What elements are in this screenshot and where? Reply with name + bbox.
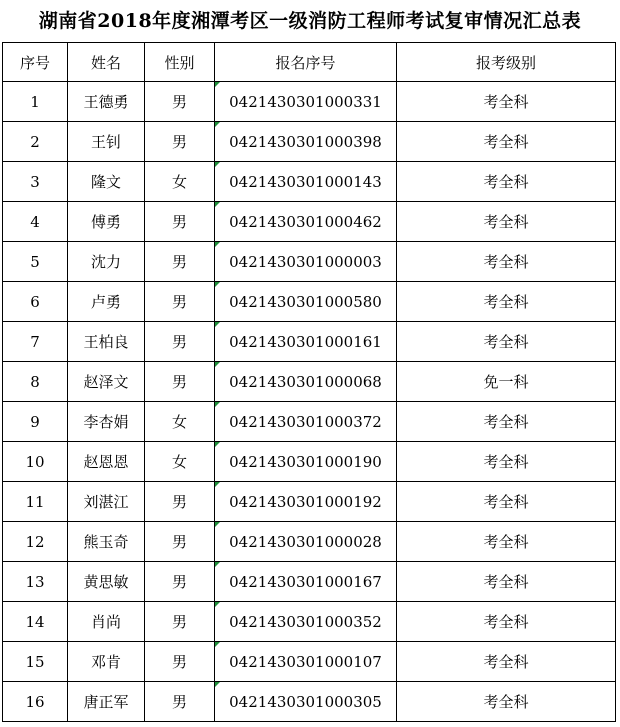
cell-name: 王柏良 — [68, 322, 145, 362]
cell-name: 隆文 — [68, 162, 145, 202]
column-header-name: 姓名 — [68, 43, 145, 82]
cell-reg-no: 0421430301000331 — [215, 82, 397, 122]
cell-seq: 10 — [3, 442, 68, 482]
cell-seq: 14 — [3, 602, 68, 642]
cell-level: 考全科 — [397, 482, 616, 522]
cell-name: 王德勇 — [68, 82, 145, 122]
cell-seq: 7 — [3, 322, 68, 362]
table-row — [3, 522, 616, 562]
cell-name: 熊玉奇 — [68, 522, 145, 562]
cell-level: 考全科 — [397, 522, 616, 562]
cell-gender: 男 — [145, 642, 215, 682]
table-row — [3, 442, 616, 482]
cell-seq: 8 — [3, 362, 68, 402]
cell-gender: 男 — [145, 682, 215, 722]
table-row — [3, 642, 616, 682]
cell-level: 考全科 — [397, 202, 616, 242]
cell-gender: 男 — [145, 242, 215, 282]
cell-reg-no: 0421430301000192 — [215, 482, 397, 522]
cell-reg-no: 0421430301000352 — [215, 602, 397, 642]
cell-seq: 16 — [3, 682, 68, 722]
cell-gender: 男 — [145, 602, 215, 642]
cell-name: 沈力 — [68, 242, 145, 282]
cell-level: 考全科 — [397, 402, 616, 442]
cell-level: 考全科 — [397, 82, 616, 122]
cell-seq: 3 — [3, 162, 68, 202]
cell-level: 考全科 — [397, 322, 616, 362]
table-row — [3, 162, 616, 202]
cell-seq: 13 — [3, 562, 68, 602]
cell-name: 赵恩恩 — [68, 442, 145, 482]
cell-name: 肖尚 — [68, 602, 145, 642]
table-row — [3, 402, 616, 442]
cell-level: 考全科 — [397, 562, 616, 602]
cell-gender: 男 — [145, 282, 215, 322]
cell-level: 考全科 — [397, 242, 616, 282]
cell-level: 考全科 — [397, 162, 616, 202]
table-row — [3, 242, 616, 282]
cell-gender: 男 — [145, 202, 215, 242]
cell-seq: 6 — [3, 282, 68, 322]
cell-reg-no: 0421430301000167 — [215, 562, 397, 602]
cell-level: 考全科 — [397, 602, 616, 642]
table-row — [3, 82, 616, 122]
cell-gender: 男 — [145, 122, 215, 162]
column-header-reg-no: 报名序号 — [215, 43, 397, 82]
cell-reg-no: 0421430301000068 — [215, 362, 397, 402]
column-header-seq: 序号 — [3, 43, 68, 82]
table-row — [3, 282, 616, 322]
cell-reg-no: 0421430301000305 — [215, 682, 397, 722]
cell-gender: 男 — [145, 482, 215, 522]
review-summary-table — [2, 42, 616, 722]
cell-reg-no: 0421430301000398 — [215, 122, 397, 162]
cell-reg-no: 0421430301000107 — [215, 642, 397, 682]
cell-seq: 1 — [3, 82, 68, 122]
cell-seq: 4 — [3, 202, 68, 242]
cell-level: 考全科 — [397, 442, 616, 482]
cell-gender: 男 — [145, 562, 215, 602]
cell-level: 考全科 — [397, 122, 616, 162]
table-row — [3, 322, 616, 362]
cell-reg-no: 0421430301000580 — [215, 282, 397, 322]
cell-reg-no: 0421430301000028 — [215, 522, 397, 562]
page-title: 湖南省2018年度湘潭考区一级消防工程师考试复审情况汇总表 — [38, 10, 582, 32]
column-header-gender: 性别 — [145, 43, 215, 82]
cell-gender: 男 — [145, 82, 215, 122]
cell-gender: 女 — [145, 162, 215, 202]
column-header-level: 报考级别 — [397, 43, 616, 82]
cell-gender: 男 — [145, 362, 215, 402]
cell-reg-no: 0421430301000190 — [215, 442, 397, 482]
cell-reg-no: 0421430301000372 — [215, 402, 397, 442]
cell-seq: 5 — [3, 242, 68, 282]
cell-name: 黄思敏 — [68, 562, 145, 602]
cell-name: 刘湛江 — [68, 482, 145, 522]
cell-gender: 女 — [145, 402, 215, 442]
cell-seq: 15 — [3, 642, 68, 682]
cell-name: 卢勇 — [68, 282, 145, 322]
table-header-row — [3, 43, 616, 82]
cell-level: 免一科 — [397, 362, 616, 402]
cell-gender: 女 — [145, 442, 215, 482]
cell-gender: 男 — [145, 522, 215, 562]
table-row — [3, 362, 616, 402]
cell-seq: 2 — [3, 122, 68, 162]
cell-level: 考全科 — [397, 282, 616, 322]
cell-name: 邓肯 — [68, 642, 145, 682]
cell-name: 王钊 — [68, 122, 145, 162]
cell-reg-no: 0421430301000161 — [215, 322, 397, 362]
table-row — [3, 122, 616, 162]
cell-name: 唐正军 — [68, 682, 145, 722]
cell-reg-no: 0421430301000003 — [215, 242, 397, 282]
cell-seq: 11 — [3, 482, 68, 522]
cell-seq: 12 — [3, 522, 68, 562]
cell-gender: 男 — [145, 322, 215, 362]
cell-reg-no: 0421430301000143 — [215, 162, 397, 202]
cell-level: 考全科 — [397, 682, 616, 722]
cell-reg-no: 0421430301000462 — [215, 202, 397, 242]
cell-name: 傅勇 — [68, 202, 145, 242]
table-row — [3, 682, 616, 722]
cell-level: 考全科 — [397, 642, 616, 682]
table-row — [3, 482, 616, 522]
cell-name: 赵泽文 — [68, 362, 145, 402]
cell-seq: 9 — [3, 402, 68, 442]
table-row — [3, 202, 616, 242]
table-row — [3, 602, 616, 642]
table-row — [3, 562, 616, 602]
cell-name: 李杏娟 — [68, 402, 145, 442]
